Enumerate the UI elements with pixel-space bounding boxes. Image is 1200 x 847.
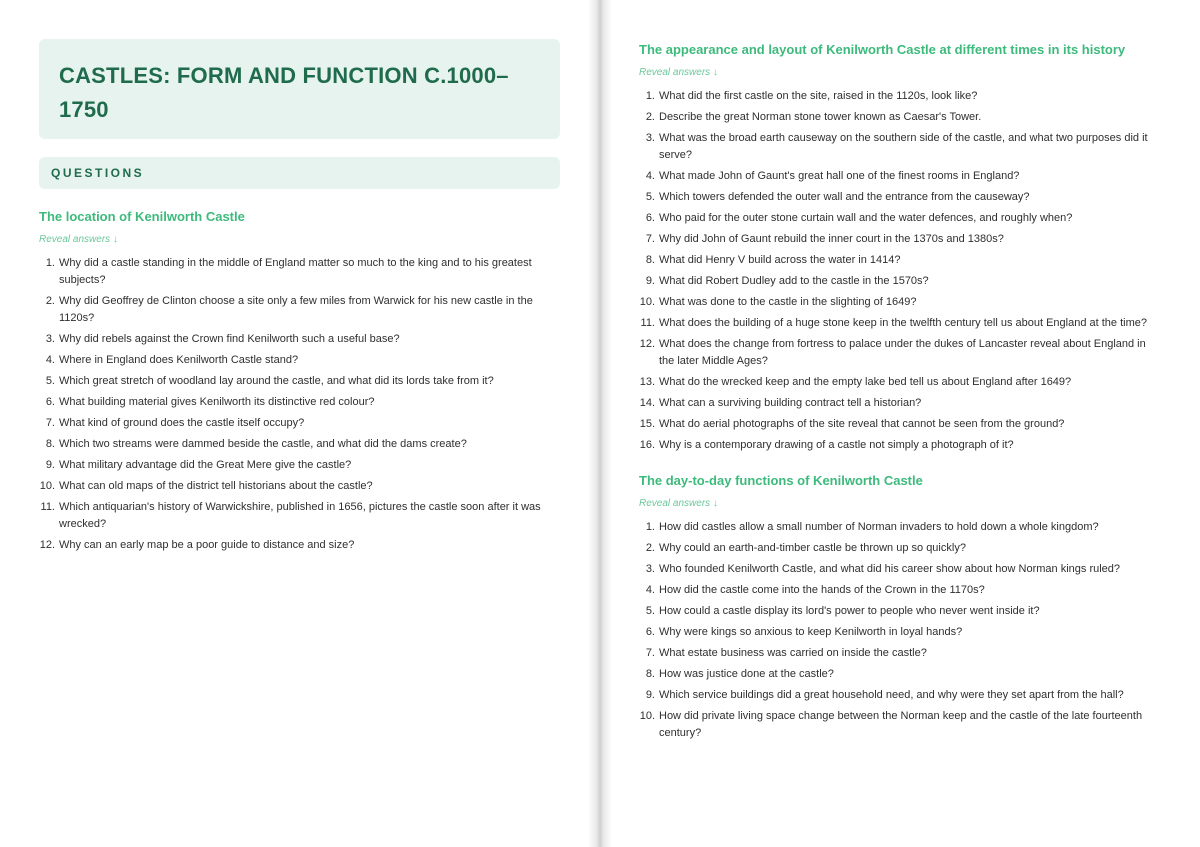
question-list [639, 519, 1160, 742]
question-text: What do aerial photographs of the site reveal that cannot be seen from the ground? [659, 418, 1065, 430]
question-item [639, 210, 1160, 227]
question-item [639, 109, 1160, 126]
question-item [639, 603, 1160, 620]
question-number: 6. [645, 626, 655, 638]
title-banner [39, 39, 560, 139]
section-day-to-day-functions [639, 472, 1160, 746]
question-text: What did Robert Dudley add to the castle in the 1570s? [659, 275, 929, 287]
question-number: 15. [639, 418, 655, 430]
question-number: 1. [45, 257, 55, 269]
question-text: Which two streams were dammed beside the castle, and what did the dams create? [59, 438, 467, 450]
question-text: How was justice done at the castle? [659, 668, 834, 680]
question-text: Why were kings so anxious to keep Kenilworth in loyal hands? [659, 626, 963, 638]
question-item [39, 352, 560, 369]
question-item [39, 373, 560, 390]
reveal-answers-link[interactable]: Reveal answers ↓ [639, 67, 718, 78]
question-item [639, 666, 1160, 683]
question-number: 2. [645, 111, 655, 123]
question-item [639, 645, 1160, 662]
question-number: 7. [645, 233, 655, 245]
question-text: Why is a contemporary drawing of a castle not simply a photograph of it? [659, 439, 1014, 451]
question-number: 11. [40, 501, 55, 513]
question-item [39, 255, 560, 289]
question-number: 4. [645, 170, 655, 182]
question-number: 5. [645, 191, 655, 203]
question-text: What do the wrecked keep and the empty lake bed tell us about England after 1649? [659, 376, 1072, 388]
question-item [639, 395, 1160, 412]
question-number: 10. [639, 296, 655, 308]
question-text: What can old maps of the district tell historians about the castle? [59, 480, 373, 492]
question-item [39, 478, 560, 495]
question-text: What did the first castle on the site, raised in the 1120s, look like? [659, 90, 978, 102]
questions-banner [39, 157, 560, 189]
question-text: Which towers defended the outer wall and the entrance from the causeway? [659, 191, 1030, 203]
question-text: What military advantage did the Great Mere give the castle? [59, 459, 352, 471]
question-item [39, 394, 560, 411]
question-text: Where in England does Kenilworth Castle stand? [59, 354, 299, 366]
question-text: Why can an early map be a poor guide to distance and size? [59, 539, 355, 551]
question-number: 1. [645, 90, 655, 102]
question-number: 11. [640, 317, 655, 329]
reveal-answers-link[interactable]: Reveal answers ↓ [39, 234, 118, 245]
question-text: What does the change from fortress to palace under the dukes of Lancaster reveal about England in the later Middle Ages? [659, 338, 1146, 367]
question-number: 14. [639, 397, 655, 409]
question-text: Which antiquarian's history of Warwickshire, published in 1656, pictures the castle soon after it was wrecked? [59, 501, 541, 530]
question-text: Which great stretch of woodland lay around the castle, and what did its lords take from it? [59, 375, 494, 387]
question-number: 3. [45, 333, 55, 345]
question-text: What does the building of a huge stone keep in the twelfth century tell us about England at the time? [659, 317, 1147, 329]
question-number: 13. [639, 376, 655, 388]
question-item [639, 130, 1160, 164]
question-item [39, 331, 560, 348]
question-number: 4. [45, 354, 55, 366]
reveal-answers-link[interactable]: Reveal answers ↓ [639, 498, 718, 509]
question-item [639, 561, 1160, 578]
question-item [639, 315, 1160, 332]
question-item [639, 88, 1160, 105]
question-item [639, 708, 1160, 742]
question-number: 16. [639, 439, 655, 451]
question-item [39, 499, 560, 533]
question-text: What can a surviving building contract tell a historian? [659, 397, 922, 409]
question-text: Why could an earth-and-timber castle be thrown up so quickly? [659, 542, 966, 554]
question-item [39, 436, 560, 453]
question-item [639, 273, 1160, 290]
question-number: 9. [645, 689, 655, 701]
question-item [39, 537, 560, 554]
question-text: Why did a castle standing in the middle of England matter so much to the king and to his greatest subjects? [59, 257, 532, 286]
question-item [39, 457, 560, 474]
question-text: What was done to the castle in the slighting of 1649? [659, 296, 917, 308]
question-item [639, 582, 1160, 599]
question-number: 1. [645, 521, 655, 533]
question-text: What estate business was carried on inside the castle? [659, 647, 927, 659]
question-number: 6. [45, 396, 55, 408]
question-text: What building material gives Kenilworth its distinctive red colour? [59, 396, 375, 408]
question-text: What made John of Gaunt's great hall one of the finest rooms in England? [659, 170, 1020, 182]
question-number: 9. [645, 275, 655, 287]
question-text: What did Henry V build across the water in 1414? [659, 254, 901, 266]
question-item [639, 437, 1160, 454]
question-number: 7. [45, 417, 55, 429]
section-heading: The appearance and layout of Kenilworth Castle at different times in its history [639, 42, 1126, 57]
question-item [639, 252, 1160, 269]
question-item [639, 416, 1160, 433]
question-number: 4. [645, 584, 655, 596]
section-heading: The location of Kenilworth Castle [39, 209, 245, 224]
question-text: How could a castle display its lord's power to people who never went inside it? [659, 605, 1040, 617]
section-location [39, 208, 560, 558]
question-text: Who founded Kenilworth Castle, and what did his career show about how Norman kings ruled? [659, 563, 1121, 575]
question-item [639, 189, 1160, 206]
question-text: What was the broad earth causeway on the southern side of the castle, and what two purposes did it serve? [659, 132, 1148, 161]
question-item [639, 687, 1160, 704]
questions-heading: QUESTIONS [51, 166, 145, 180]
question-text: What kind of ground does the castle itself occupy? [59, 417, 305, 429]
question-text: How did private living space change between the Norman keep and the castle of the late fourteenth century? [659, 710, 1143, 739]
question-text: Describe the great Norman stone tower known as Caesar's Tower. [659, 111, 982, 123]
book-gutter [588, 0, 612, 847]
question-number: 3. [645, 563, 655, 575]
question-text: Why did rebels against the Crown find Kenilworth such a useful base? [59, 333, 400, 345]
question-text: Which service buildings did a great household need, and why were they set apart from the hall? [659, 689, 1124, 701]
question-number: 5. [645, 605, 655, 617]
question-list [39, 255, 560, 554]
question-text: Why did Geoffrey de Clinton choose a site only a few miles from Warwick for his new castle in the 1120s? [59, 295, 533, 324]
question-number: 9. [45, 459, 55, 471]
question-number: 3. [645, 132, 655, 144]
question-number: 6. [645, 212, 655, 224]
question-number: 2. [45, 295, 55, 307]
question-item [639, 624, 1160, 641]
question-number: 7. [645, 647, 655, 659]
question-item [639, 519, 1160, 536]
question-text: How did castles allow a small number of Norman invaders to hold down a whole kingdom? [659, 521, 1099, 533]
question-number: 12. [639, 338, 655, 350]
question-item [639, 168, 1160, 185]
question-text: Who paid for the outer stone curtain wall and the water defences, and roughly when? [659, 212, 1073, 224]
question-text: Why did John of Gaunt rebuild the inner court in the 1370s and 1380s? [659, 233, 1004, 245]
question-item [639, 294, 1160, 311]
question-number: 2. [645, 542, 655, 554]
section-appearance-layout [639, 41, 1160, 458]
page-title: CASTLES: FORM AND FUNCTION C.1000– 1750 [59, 63, 509, 122]
question-number: 8. [45, 438, 55, 450]
question-number: 10. [39, 480, 55, 492]
question-number: 8. [645, 254, 655, 266]
question-number: 10. [639, 710, 655, 722]
question-number: 8. [645, 668, 655, 680]
question-list [639, 88, 1160, 454]
question-item [639, 336, 1160, 370]
question-item [39, 293, 560, 327]
question-item [39, 415, 560, 432]
section-heading: The day-to-day functions of Kenilworth Castle [639, 473, 923, 488]
question-text: How did the castle come into the hands of the Crown in the 1170s? [659, 584, 985, 596]
question-item [639, 540, 1160, 557]
question-item [639, 231, 1160, 248]
question-item [639, 374, 1160, 391]
question-number: 5. [45, 375, 55, 387]
question-number: 12. [39, 539, 55, 551]
